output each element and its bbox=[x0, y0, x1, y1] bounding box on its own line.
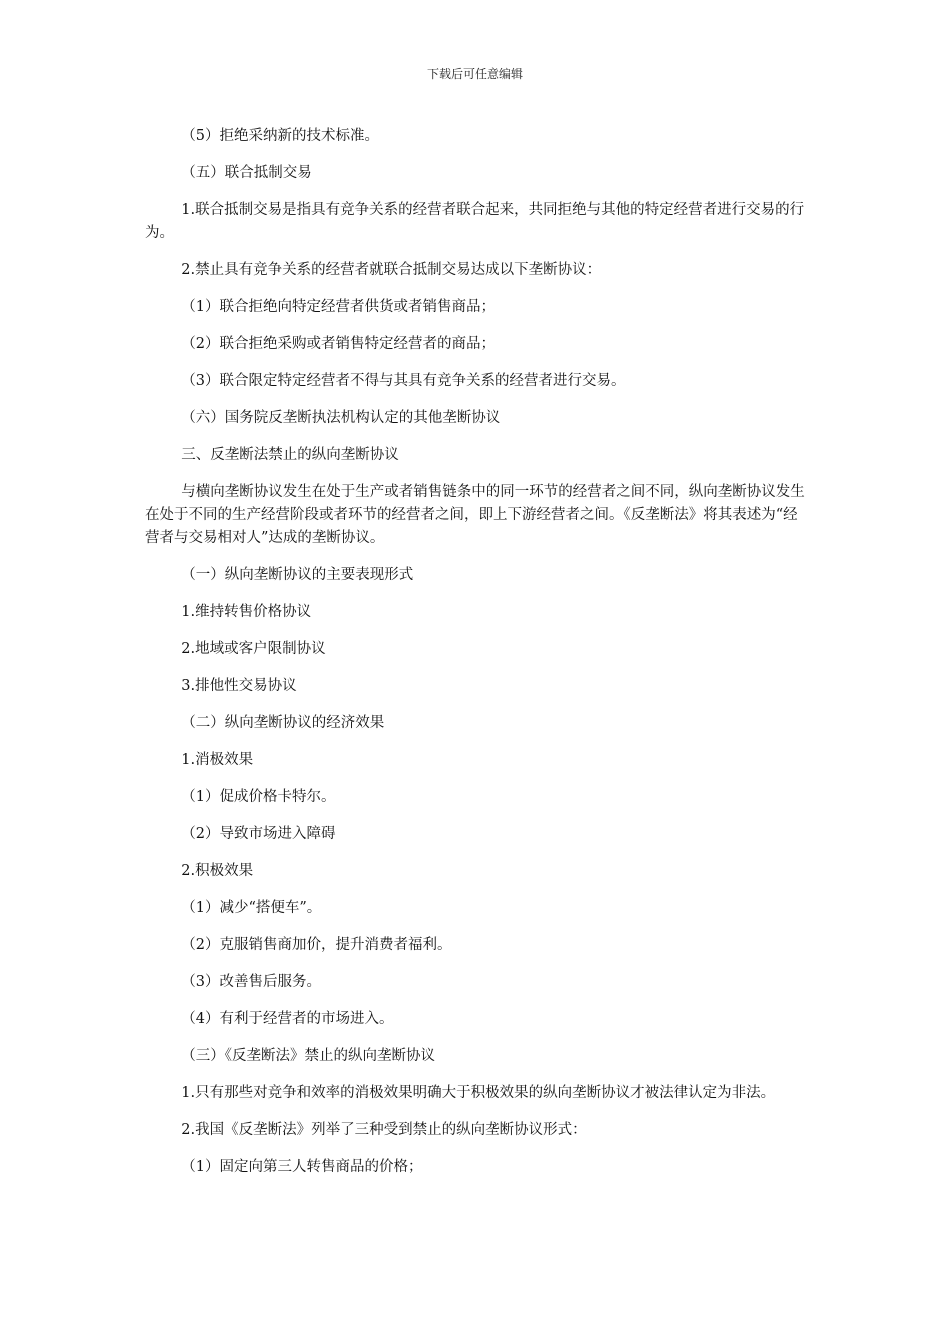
list-item: 1.维持转售价格协议 bbox=[181, 604, 312, 620]
page-header-note: 下载后可任意编辑 bbox=[426, 67, 523, 81]
paragraph: 2.禁止具有竞争关系的经营者就联合抵制交易达成以下垄断协议： bbox=[181, 262, 602, 278]
paragraph: 1.联合抵制交易是指具有竞争关系的经营者联合起来，共同拒绝与其他的特定经营者进行交易的行为。 bbox=[145, 202, 805, 241]
list-item: （3）改善售后服务。 bbox=[181, 974, 321, 990]
list-item: 2.地域或客户限制协议 bbox=[181, 641, 326, 657]
list-item: （2）导致市场进入障碍 bbox=[181, 826, 336, 842]
list-item: 3.排他性交易协议 bbox=[181, 678, 297, 694]
list-item: （4）有利于经营者的市场进入。 bbox=[181, 1011, 394, 1027]
paragraph: 2.我国《反垄断法》列举了三种受到禁止的纵向垄断协议形式： bbox=[181, 1122, 587, 1138]
list-item: （1）促成价格卡特尔。 bbox=[181, 789, 336, 805]
paragraph: 1.只有那些对竞争和效率的消极效果明确大于积极效果的纵向垄断协议才被法律认定为非法。 bbox=[181, 1085, 776, 1101]
list-item: （2）联合拒绝采购或者销售特定经营者的商品； bbox=[181, 336, 495, 352]
paragraph: （5）拒绝采纳新的技术标准。 bbox=[181, 128, 379, 144]
list-item: （2）克服销售商加价，提升消费者福利。 bbox=[181, 937, 452, 953]
section-heading: （一）纵向垄断协议的主要表现形式 bbox=[181, 567, 414, 583]
list-item: （1）固定向第三人转售商品的价格； bbox=[181, 1159, 423, 1175]
list-item: 2.积极效果 bbox=[181, 863, 254, 879]
list-item: （1）减少“搭便车”。 bbox=[181, 900, 322, 916]
section-heading: （二）纵向垄断协议的经济效果 bbox=[181, 715, 385, 731]
section-heading: 三、反垄断法禁止的纵向垄断协议 bbox=[181, 447, 399, 463]
document-body bbox=[145, 125, 807, 1179]
paragraph: 与横向垄断协议发生在处于生产或者销售链条中的同一环节的经营者之间不同，纵向垄断协议发生在处于不同的生产经营阶段或者环节的经营者之间，即上下游经营者之间。《反垄断法》将其表述为“经营者与交易相对人”达成的垄断协议。 bbox=[145, 484, 805, 546]
list-item: 1.消极效果 bbox=[181, 752, 254, 768]
list-item: （3）联合限定特定经营者不得与其具有竞争关系的经营者进行交易。 bbox=[181, 373, 626, 389]
section-heading: （五）联合抵制交易 bbox=[181, 165, 312, 181]
list-item: （1）联合拒绝向特定经营者供货或者销售商品； bbox=[181, 299, 495, 315]
section-heading: （六）国务院反垄断执法机构认定的其他垄断协议 bbox=[181, 410, 501, 426]
section-heading: （三）《反垄断法》禁止的纵向垄断协议 bbox=[181, 1048, 435, 1064]
